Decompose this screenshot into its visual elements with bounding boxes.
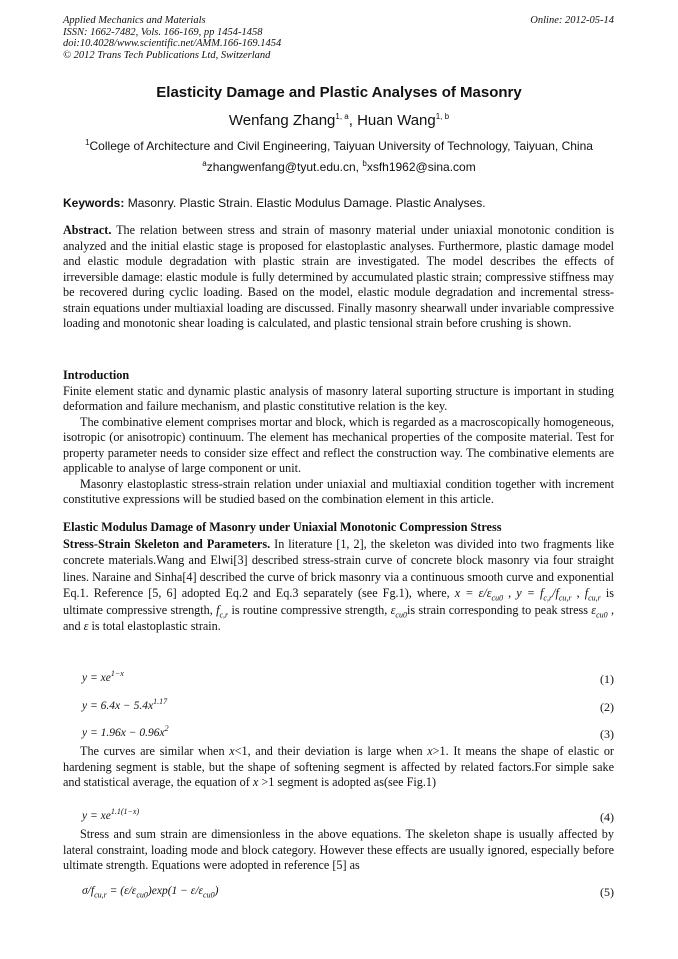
- text-run: is total elastoplastic strain.: [88, 619, 221, 634]
- paragraph: [63, 744, 614, 791]
- equation-4: [82, 807, 614, 824]
- text-run: The curves are similar when: [80, 744, 230, 758]
- author-name: Huan Wang: [357, 112, 436, 129]
- abstract-text: The relation between stress and strain of masonry material under uniaxial monotonic condition is analyzed and the initial elastic stage is proposed for elastoplastic analyses. Furthermore, plastic damage model and elastic module degradation with plastic strain are investigated. The model describes the effects of irreversible damage: elastic module is fully determined by accumulated plastic strain; compressive stiffness may be recovered during cyclic loading. Based on the model, elastic module degradation and incremental stress-strain equations under multiaxial loading are discussed. Finally masonry shearwall under invariable compressive loading and monotonic shear loading is calculated, and plastic tensional strain before crushing is shown.: [63, 223, 614, 330]
- equation-sub: cu,r: [94, 890, 107, 900]
- text-run: ,: [571, 586, 585, 601]
- math-sub: c,r: [219, 610, 229, 620]
- equation-expression: y = xe: [82, 672, 111, 684]
- paragraph: Masonry elastoplastic stress-strain relation under uniaxial and multiaxial condition together with increment constitutive expressions will be studied based on the combination element in this article.: [63, 476, 614, 506]
- introduction-section: [63, 368, 614, 508]
- math-symbol: ε: [83, 619, 89, 634]
- math-symbol: ε: [390, 602, 396, 617]
- online-date: Online: 2012-05-14: [530, 15, 614, 26]
- issn-line: ISSN: 1662-7482, Vols. 166-169, pp 1454-1458: [63, 26, 263, 38]
- math-symbol: f: [584, 586, 589, 601]
- equation-3: [82, 724, 614, 741]
- equation-expression: σ/f: [82, 885, 95, 897]
- math-sub: c,r: [543, 593, 553, 603]
- email-line: [0, 160, 678, 174]
- text-run: is strain corresponding to peak stress: [406, 602, 592, 617]
- paragraph: Stress and sum strain are dimensionless in the above equations. The skeleton shape is usually affected by lateral constraint, loading mode and block category. However these effects are usually ignored, especially before ultimate strength. Equations were adopted in reference [5] as: [63, 827, 614, 872]
- keywords-text: Masonry. Plastic Strain. Elastic Modulus Damage. Plastic Analyses.: [124, 196, 486, 210]
- equation-sup: 1−x: [110, 669, 124, 679]
- section-heading: Elastic Modulus Damage of Masonry under Uniaxial Monotonic Compression Stress: [63, 520, 502, 534]
- abstract-label: Abstract.: [63, 223, 112, 237]
- section-2: [63, 520, 614, 635]
- text-run: >1. It means the shape of elastic or hardening segment is stable, but the shape of softening segment is affected by related factors.For simple sake and statistical average, the equation of: [63, 744, 614, 789]
- math-sub: cu,r: [588, 593, 601, 603]
- math-symbol: x = ε/ε: [454, 586, 492, 601]
- equation-expression: )exp(1 − ε/ε: [147, 885, 204, 897]
- author-sup: 1, b: [435, 112, 450, 121]
- equation-expression: y = 6.4x − 5.4x: [82, 700, 154, 712]
- math-symbol: x: [252, 775, 259, 789]
- email-sup: a: [202, 159, 207, 168]
- equation-number: (5): [600, 885, 614, 899]
- doi-line: doi:10.4028/www.scientific.net/AMM.166-169.1454: [63, 38, 282, 50]
- paragraph: [63, 536, 614, 636]
- email-address[interactable]: xsfh1962@sina.com: [366, 160, 476, 174]
- paragraph: The combinative element comprises mortar and block, which is regarded as a macroscopically homogeneous, isotropic (or anisotropic) continuum. The element has mechanical properties of the composite material. Test for property parameter needs to consider size effect and reflect the construction way. The combinative elements are applicable to analyse of large component or unit.: [63, 414, 614, 475]
- equation-number: (2): [600, 700, 614, 714]
- equation-sub: cu0: [136, 890, 148, 900]
- equation-number: (3): [600, 727, 614, 741]
- journal-name: Applied Mechanics and Materials: [63, 15, 206, 26]
- text-run: <1, and their deviation is large when: [234, 744, 428, 758]
- keywords: [63, 196, 486, 210]
- abstract: [63, 223, 614, 332]
- email-sup: b: [362, 159, 367, 168]
- math-sub: cu0: [596, 610, 608, 620]
- math-symbol: x: [427, 744, 433, 758]
- equation-expression: y = xe: [82, 810, 111, 822]
- equation-expression: y = 1.96x − 0.96x: [82, 727, 165, 739]
- author-line: Wenfang Zhang$^{1, a}$, Huan Wang$^{1, b}$: [228, 112, 450, 129]
- subsection-heading: Stress-Strain Skeleton and Parameters.: [63, 536, 271, 551]
- author-name: Wenfang Zhang: [228, 112, 336, 129]
- text-run: is ultimate compressive strength,: [63, 586, 614, 617]
- equation-5: [82, 885, 614, 900]
- email-address[interactable]: zhangwenfang@tyut.edu.cn,: [206, 160, 363, 174]
- section-heading: Introduction: [63, 368, 130, 382]
- author-sup: 1, a: [335, 112, 349, 121]
- affiliation-sup: 1: [85, 138, 90, 147]
- math-symbol: y = f: [516, 586, 544, 601]
- text-run: In literature [1, 2], the skeleton was divided into two fragments like concrete materials.Wang and Elwi[3] described stress-strain curve of concrete block masonry via four straight lines. Naraine and Sinha[4] described the curve of brick masonry via a continuous smooth curve and exponential Eq.1. Reference [5, 6] adopted Eq.2 and Eq.3 separately (see Fg.1), where,: [63, 536, 614, 601]
- text-run: ,: [503, 586, 517, 601]
- math-symbol: ε: [591, 602, 597, 617]
- text-run: , and: [63, 602, 615, 634]
- math-symbol: /f: [552, 586, 559, 601]
- equation-sup: 2: [164, 724, 169, 734]
- journal-header: [63, 15, 281, 61]
- equation-number: (1): [600, 672, 614, 686]
- paper-title: Elasticity Damage and Plastic Analyses of Masonry: [156, 84, 522, 101]
- affiliation: [0, 139, 678, 153]
- equation-expression: = (ε/ε: [106, 885, 137, 897]
- text-run: is routine compressive strength,: [228, 602, 391, 617]
- math-symbol: x: [229, 744, 235, 758]
- equation-sup: 1.1(1−x): [110, 807, 140, 817]
- math-sub: cu0: [491, 593, 504, 603]
- equation-sub: cu0: [203, 890, 215, 900]
- equation-expression: ): [214, 885, 219, 897]
- equation-1: [82, 669, 614, 686]
- equation-sup: 1.17: [153, 697, 168, 707]
- equation-2: [82, 697, 614, 714]
- paragraph: Finite element static and dynamic plastic analysis of masonry lateral suporting structure is important in studing deformation and failure mechanism, and plastic constitutive relation is the key.: [63, 383, 614, 413]
- keywords-label: Keywords:: [63, 196, 125, 210]
- equation-number: (4): [600, 810, 614, 824]
- text-run: >1 segment is adopted as(see Fig.1): [258, 775, 437, 789]
- affiliation-text: College of Architecture and Civil Engineering, Taiyuan University of Technology, Taiyuan, China: [89, 139, 593, 153]
- math-sub: cu,r: [558, 593, 572, 603]
- copyright-line: © 2012 Trans Tech Publications Ltd, Switzerland: [63, 49, 271, 61]
- math-sub: cu0: [395, 610, 407, 620]
- math-symbol: f: [216, 602, 220, 617]
